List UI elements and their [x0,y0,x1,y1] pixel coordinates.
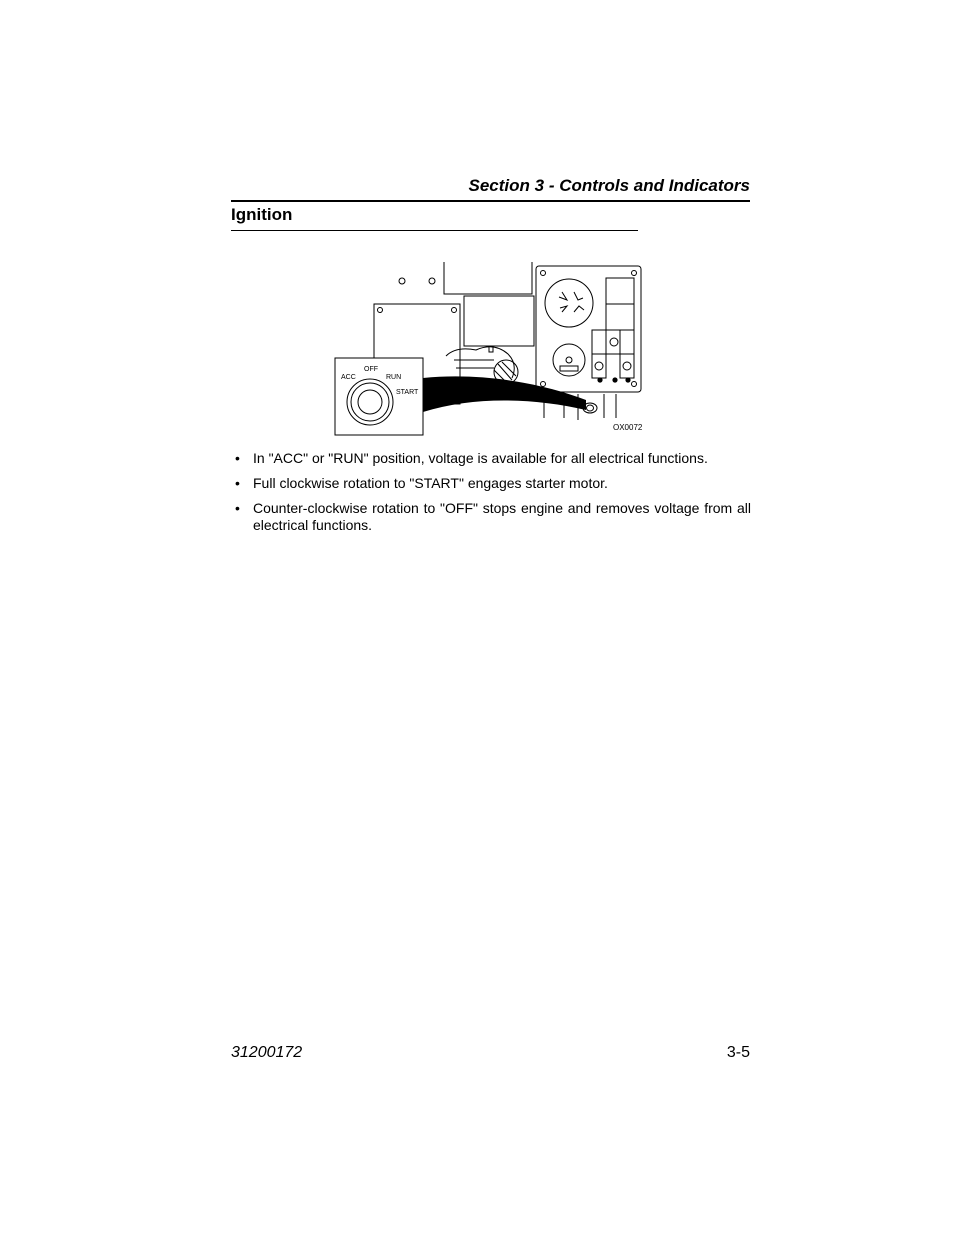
ignition-illustration [334,260,654,440]
label-start: START [396,389,419,396]
bullet-list [231,450,751,542]
ignition-figure [334,260,654,440]
bullet-text: Full clockwise rotation to "START" engages starter motor. [253,475,608,491]
label-off: OFF [364,366,378,373]
page-number: 3-5 [726,1044,750,1061]
bullet-text: Counter-clockwise rotation to "OFF" stops engine and removes voltage from all electrical functions. [253,500,751,533]
label-run: RUN [386,374,402,381]
list-item [231,500,751,534]
list-item [231,450,751,467]
page-heading: Ignition [231,205,293,224]
label-acc: ACC [341,374,356,381]
bullet-icon: • [235,450,240,466]
bullet-text: In "ACC" or "RUN" position, voltage is available for all electrical functions. [253,450,708,466]
doc-number: 31200172 [231,1044,303,1061]
section-title: Section 3 - Controls and Indicators [468,176,750,195]
figure-id: OX0072 [613,423,643,432]
bullet-icon: • [235,500,240,516]
heading-rule [231,230,638,231]
bullet-icon: • [235,475,240,491]
list-item [231,475,751,492]
header-rule [231,200,750,202]
